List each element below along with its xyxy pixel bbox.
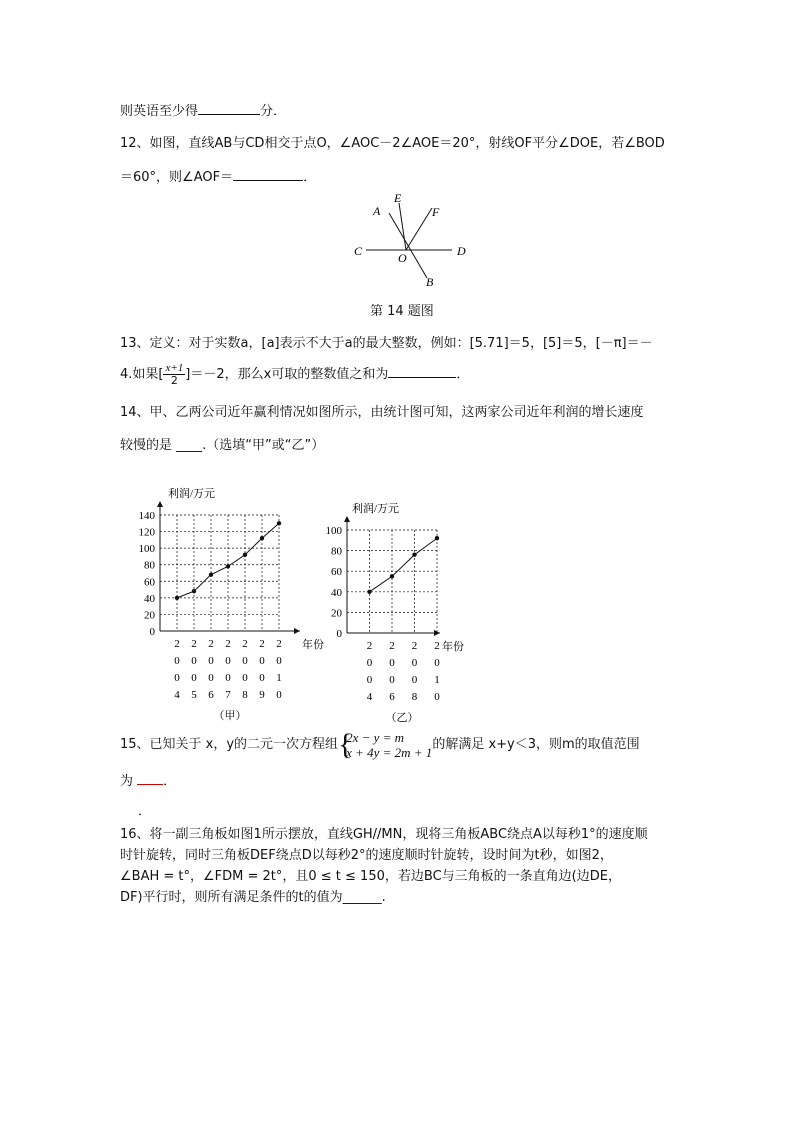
x-tick-label-char: 0: [389, 674, 395, 686]
x-tick-label-char: 0: [366, 674, 373, 686]
y-tick-label: 40: [331, 586, 342, 599]
y-tick-label: 0: [336, 628, 342, 640]
q12-line2: [120, 166, 316, 187]
x-tick-label-char: 0: [191, 672, 197, 684]
x-tick-label-char: 1: [434, 674, 440, 686]
q12-answer-blank[interactable]: [233, 166, 303, 181]
y-tick-label: 120: [138, 526, 155, 539]
q11-tail: [120, 100, 286, 121]
x-axis-label: 年份: [442, 641, 464, 653]
x-tick-label-char: 0: [276, 655, 282, 667]
x-tick-label-char: 0: [411, 657, 418, 669]
x-tick-label-char: 0: [174, 672, 180, 684]
label-e: E: [394, 191, 402, 205]
x-tick-label-char: 0: [259, 655, 265, 667]
y-tick-label: 20: [331, 607, 342, 620]
q15-line1: [120, 728, 640, 762]
fraction-denominator: 2: [170, 374, 178, 387]
q15-line2-start: 为: [120, 774, 138, 789]
q15-line2-end: ．: [163, 774, 177, 789]
data-point: [175, 596, 179, 600]
x-tick-label-char: 0: [208, 655, 214, 667]
x-tick-label-char: 2: [174, 638, 180, 650]
x-tick-label-char: 4: [174, 689, 180, 701]
q16-line4: DF)平行时，则所有满足条件的t的值为______.: [120, 890, 386, 905]
data-point: [435, 536, 439, 540]
y-axis-label: 利润/万元: [352, 503, 400, 515]
x-tick-label-char: 8: [242, 689, 248, 701]
data-point: [367, 590, 371, 594]
y-axis-label: 利润/万元: [168, 488, 216, 500]
label-a: A: [373, 204, 381, 218]
x-tick-label-char: 2: [434, 640, 440, 652]
ray-oe: [399, 203, 406, 250]
x-tick-label-char: 0: [434, 657, 440, 669]
x-tick-label-char: 2: [208, 638, 214, 650]
q13-line2-end: ．: [456, 367, 470, 382]
x-tick-label-char: 2: [191, 638, 197, 650]
chart-jia: [130, 485, 324, 725]
x-tick-label-char: 0: [366, 657, 373, 669]
x-tick-label-char: 0: [434, 691, 440, 703]
q16-line3: ∠BAH = t°，∠FDM = 2t°，且0 ≤ t ≤ 150，若边BC与三角板的一条直角边(边DE，: [120, 869, 621, 884]
label-c: C: [354, 244, 363, 258]
x-axis-arrow-icon: [294, 628, 300, 634]
series-line: [370, 538, 438, 592]
label-d: D: [457, 244, 466, 258]
chart-caption: （乙）: [385, 712, 419, 724]
x-axis-label: 年份: [302, 639, 324, 651]
x-tick-label-char: 2: [411, 640, 418, 652]
y-tick-label: 80: [331, 545, 342, 558]
x-tick-label-char: 2: [242, 638, 248, 650]
x-tick-label-char: 0: [174, 655, 180, 667]
x-tick-label-char: 4: [366, 691, 373, 703]
x-tick-label-char: 0: [191, 655, 197, 667]
x-tick-label-char: 0: [242, 655, 248, 667]
q12-line2-end: ．: [303, 170, 317, 185]
line-ab: [389, 213, 427, 278]
x-tick-label-char: 0: [225, 672, 231, 684]
chart-caption: （甲）: [213, 710, 247, 722]
q12-line1: 12、如图，直线AB与CD相交于点O，∠AOC－2∠AOE＝20°，射线OF平分∠DOE，若∠BOD: [120, 136, 665, 151]
q15-end: 的解满足 x+y＜3，则m的取值范围: [432, 737, 640, 752]
data-point: [209, 572, 213, 576]
figure-caption: 第 14 题图: [370, 304, 434, 319]
y-tick-label: 80: [144, 559, 155, 572]
x-tick-label-char: 2: [389, 640, 395, 652]
q13-fraction: [163, 362, 185, 387]
q11-text-end: 分．: [260, 104, 287, 119]
chart-yi: [320, 487, 480, 725]
x-tick-label-char: 0: [242, 672, 248, 684]
x-tick-label-char: 6: [389, 691, 395, 703]
angle-figure: [340, 188, 480, 288]
x-tick-label-char: 2: [225, 638, 231, 650]
x-tick-label-char: 2: [366, 640, 373, 652]
q16-line1: 16、将一副三角板如图1所示摆放，直线GH//MN，现将三角板ABC绕点A以每秒1°的速度顺: [120, 827, 648, 842]
y-tick-label: 140: [138, 510, 155, 522]
equation-2: x + 4y = 2m + 1: [346, 744, 433, 760]
data-point: [277, 521, 281, 525]
q13-answer-blank[interactable]: [388, 363, 456, 378]
x-tick-label-char: 0: [389, 657, 395, 669]
q12-line2-start: ＝60°，则∠AOF＝: [120, 170, 234, 185]
ray-of: [406, 208, 432, 250]
fraction-numerator: x+1: [165, 362, 184, 374]
x-tick-label-char: 8: [411, 691, 418, 703]
q16-line2: 时针旋转，同时三角板DEF绕点D以每秒2°的速度顺时针旋转，设时间为t秒，如图2，: [120, 848, 613, 863]
y-tick-label: 40: [144, 592, 155, 605]
q13-line1: 13、定义：对于实数a，[a]表示不大于a的最大整数，例如：[5.71]＝5，[5]＝5，[－π]＝－: [120, 336, 653, 351]
y-axis-arrow-icon: [157, 501, 163, 507]
y-tick-label: 100: [138, 543, 155, 556]
q15-start: 15、已知关于 x，y的二元一次方程组: [120, 737, 339, 752]
label-f: F: [432, 205, 440, 219]
brace-icon: {: [338, 727, 353, 761]
q14-line1: 14、甲、乙两公司近年赢利情况如图所示，由统计图可知，这两家公司近年利润的增长速度: [120, 405, 644, 420]
equation-system: [338, 727, 433, 761]
y-tick-label: 60: [144, 576, 155, 589]
x-tick-label-char: 0: [259, 672, 265, 684]
x-tick-label-char: 0: [411, 674, 418, 686]
q11-answer-blank[interactable]: [198, 100, 260, 115]
x-tick-label-char: 2: [276, 638, 282, 650]
label-o: O: [398, 251, 407, 265]
q15-answer-blank[interactable]: [137, 770, 163, 785]
q15-line2: [120, 770, 176, 791]
data-point: [192, 589, 196, 593]
label-b: B: [426, 275, 434, 289]
q14-line2: 较慢的是 ____.（选填“甲”或“乙”）: [120, 438, 325, 453]
x-tick-label-char: 9: [259, 689, 265, 701]
y-tick-label: 60: [331, 566, 342, 579]
x-tick-label-char: 0: [276, 689, 282, 701]
data-point: [390, 574, 394, 578]
x-tick-label-char: 0: [208, 672, 214, 684]
q11-text: 则英语至少得: [120, 104, 199, 119]
equation-1: 2x − y = m: [346, 729, 405, 745]
y-axis-arrow-icon: [344, 516, 350, 522]
x-tick-label-char: 2: [259, 638, 265, 650]
x-tick-label-char: 6: [208, 689, 214, 701]
data-point: [226, 564, 230, 568]
data-point: [243, 553, 247, 557]
q13-line2: [120, 362, 469, 387]
x-tick-label-char: 0: [225, 655, 231, 667]
y-tick-label: 0: [149, 626, 155, 638]
y-tick-label: 20: [144, 609, 155, 622]
q13-line2-b: ]＝－2，那么x可取的整数值之和为: [185, 367, 389, 382]
y-tick-label: 100: [325, 525, 342, 537]
x-tick-label-char: 7: [225, 689, 231, 701]
data-point: [412, 553, 416, 557]
x-tick-label-char: 1: [276, 672, 282, 684]
data-point: [260, 536, 264, 540]
q13-line2-a: 4.如果[: [120, 367, 164, 382]
x-tick-label-char: 5: [191, 689, 197, 701]
q15-dot: ．: [138, 804, 152, 819]
